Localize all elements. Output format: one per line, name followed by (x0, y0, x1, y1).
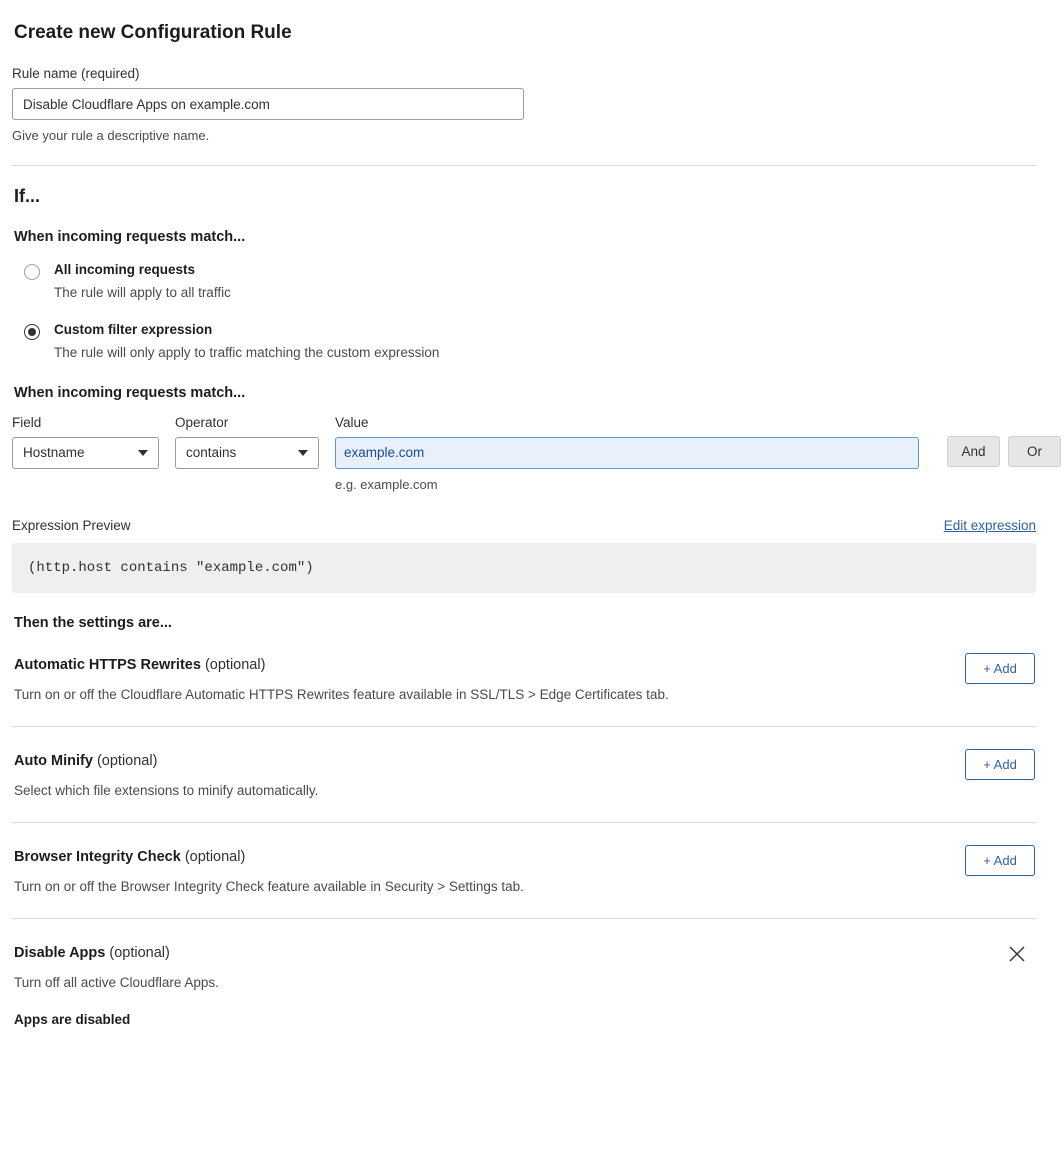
setting-description: Turn on or off the Browser Integrity Check feature available in Security > Settings tab. (14, 878, 524, 894)
setting-name: Browser Integrity Check (14, 848, 181, 865)
operator-select-value: contains (186, 445, 237, 461)
radio-label-all-requests: All incoming requests (54, 262, 196, 277)
setting-description: Turn off all active Cloudflare Apps. (14, 974, 219, 990)
chevron-down-icon (138, 450, 148, 456)
logic-buttons (947, 415, 1061, 467)
match-mode-radio-group (12, 261, 1038, 363)
setting-optional: (optional) (96, 752, 158, 769)
page-title: Create new Configuration Rule (14, 22, 292, 43)
filter-builder-row (12, 414, 1042, 492)
radio-icon-custom-filter[interactable] (24, 324, 40, 340)
setting-description: Turn on or off the Cloudflare Automatic HTTPS Rewrites feature available in SSL/TLS > Edge Certificates tab. (14, 686, 669, 702)
operator-column (175, 415, 319, 469)
add-button-auto-minify[interactable]: + Add (965, 749, 1035, 780)
setting-name: Automatic HTTPS Rewrites (14, 656, 201, 673)
setting-browser-integrity-check (12, 822, 1036, 918)
radio-desc-all-requests: The rule will apply to all traffic (54, 284, 231, 300)
expression-preview-label: Expression Preview (12, 517, 131, 533)
then-heading: Then the settings are... (14, 614, 172, 631)
rule-name-help: Give your rule a descriptive name. (12, 128, 210, 143)
rule-name-group (12, 66, 1038, 143)
setting-title (14, 753, 1036, 769)
add-button-automatic-https-rewrites[interactable]: + Add (965, 653, 1035, 684)
setting-disable-apps (12, 918, 1036, 1051)
field-select[interactable] (12, 437, 159, 469)
status-badge: Apps are disabled (14, 1011, 131, 1027)
filter-heading: When incoming requests match... (14, 384, 246, 401)
radio-icon-all-requests[interactable] (24, 264, 40, 280)
value-label: Value (335, 414, 369, 430)
setting-title (14, 849, 1036, 865)
if-heading: If... (14, 186, 40, 206)
match-heading: When incoming requests match... (14, 229, 246, 245)
close-icon[interactable] (1006, 943, 1028, 965)
setting-description: Select which file extensions to minify automatically. (14, 782, 319, 798)
radio-option-custom-filter[interactable] (12, 321, 1038, 363)
field-label: Field (12, 414, 42, 430)
operator-label: Operator (175, 414, 229, 430)
setting-title (14, 945, 1036, 961)
setting-optional: (optional) (204, 656, 266, 673)
and-button[interactable]: And (947, 436, 1000, 467)
rule-name-input[interactable] (12, 88, 524, 120)
setting-name: Auto Minify (14, 752, 93, 769)
radio-label-custom-filter: Custom filter expression (54, 321, 213, 337)
value-column (335, 415, 919, 492)
field-select-value: Hostname (23, 445, 85, 461)
edit-expression-link[interactable]: Edit expression (943, 517, 1036, 533)
setting-title (14, 657, 1036, 673)
rule-name-label: Rule name (required) (12, 66, 140, 81)
setting-auto-minify (12, 726, 1036, 822)
value-hint: e.g. example.com (335, 476, 438, 492)
value-input[interactable] (335, 437, 919, 469)
or-button[interactable]: Or (1008, 436, 1061, 467)
radio-option-all-requests[interactable] (12, 261, 1038, 303)
expression-preview-header (12, 518, 1036, 533)
expression-preview-box: (http.host contains "example.com") (12, 543, 1036, 593)
section-divider (12, 165, 1036, 166)
operator-select[interactable] (175, 437, 319, 469)
setting-automatic-https-rewrites (12, 631, 1036, 726)
field-column (12, 415, 159, 469)
setting-optional: (optional) (184, 848, 246, 865)
setting-name: Disable Apps (14, 944, 106, 961)
setting-optional: (optional) (109, 944, 170, 961)
radio-desc-custom-filter: The rule will only apply to traffic matching the custom expression (54, 344, 440, 360)
add-button-browser-integrity-check[interactable]: + Add (965, 845, 1035, 876)
chevron-down-icon (298, 450, 308, 456)
